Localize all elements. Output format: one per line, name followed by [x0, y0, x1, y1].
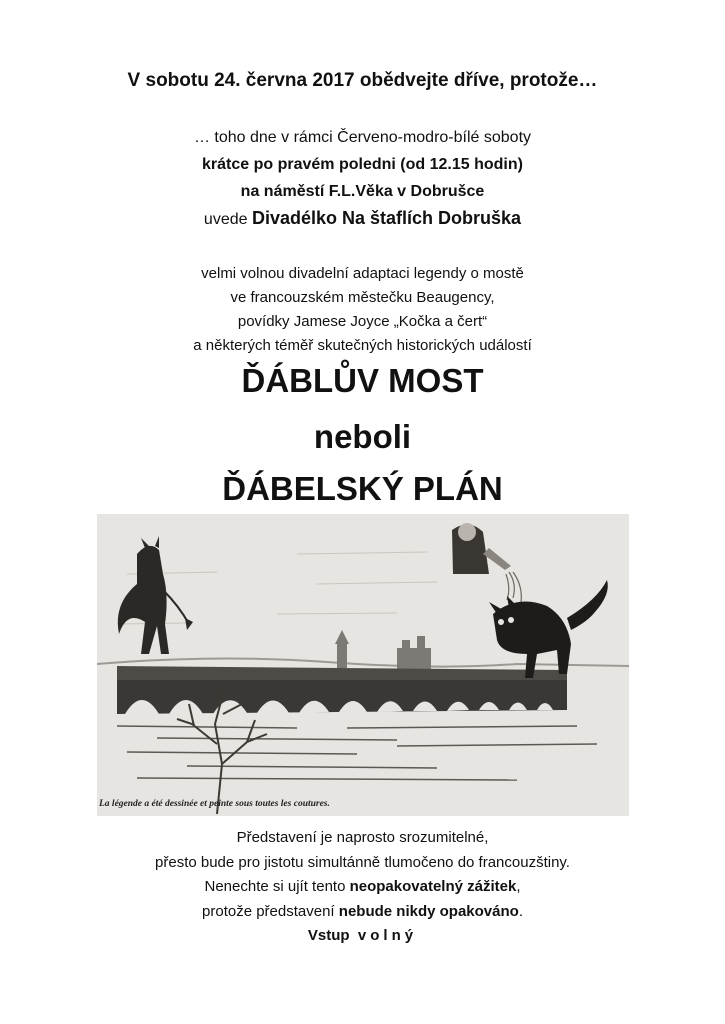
- intro-block: [0, 124, 725, 233]
- description-block: [0, 262, 725, 358]
- footer-line-3: [0, 875, 725, 900]
- play-subtitle: ĎÁBELSKÝ PLÁN: [222, 470, 503, 507]
- footer-line-1: Představení je naprosto srozumitelné,: [236, 829, 489, 846]
- footer-emphasis: neopakovatelný zážitek: [349, 878, 517, 895]
- intro-presents: uvede: [203, 211, 252, 228]
- theatre-name: Divadélko Na štaflích Dobruška: [251, 208, 522, 228]
- footer-text: Nenechte si ujít tento: [204, 878, 350, 895]
- description-line: velmi volnou divadelní adaptaci legendy o mostě: [201, 265, 524, 282]
- footer-text: ,: [516, 878, 521, 895]
- intro-line-4: [0, 205, 725, 233]
- entry-label: Vstup: [307, 927, 350, 944]
- footer-line-4: [0, 900, 725, 925]
- description-line: povídky Jamese Joyce „Kočka a čert“: [237, 313, 488, 330]
- footer-line-2: přesto bude pro jistotu simultánně tlumočeno do francouzštiny.: [155, 853, 570, 871]
- footer-block: [0, 826, 725, 949]
- headline: V sobotu 24. června 2017 obědvejte dříve, protože…: [127, 70, 598, 91]
- intro-line-1: … toho dne v rámci Červeno-modro-bílé soboty: [193, 129, 532, 146]
- intro-place: na náměstí F.L.Věka v Dobrušce: [240, 183, 485, 200]
- illustration-caption: La légende a été dessinée et peinte sous toutes les coutures.: [99, 799, 330, 809]
- play-title-connector: neboli: [313, 418, 412, 455]
- illustration-drawing: [97, 514, 629, 816]
- entry-line: [0, 924, 725, 949]
- entry-value: volný: [357, 927, 418, 944]
- intro-time: krátce po pravém poledni (od 12.15 hodin): [202, 156, 523, 173]
- footer-text: .: [518, 902, 523, 920]
- bridge-illustration: [97, 514, 629, 816]
- description-line: ve francouzském městečku Beaugency,: [230, 289, 495, 306]
- play-title: ĎÁBLŮV MOST: [241, 362, 484, 399]
- footer-text: protože představení: [202, 902, 339, 920]
- footer-emphasis: nebude nikdy opakováno: [338, 902, 519, 920]
- description-line: a některých téměř skutečných historických událostí: [193, 337, 532, 354]
